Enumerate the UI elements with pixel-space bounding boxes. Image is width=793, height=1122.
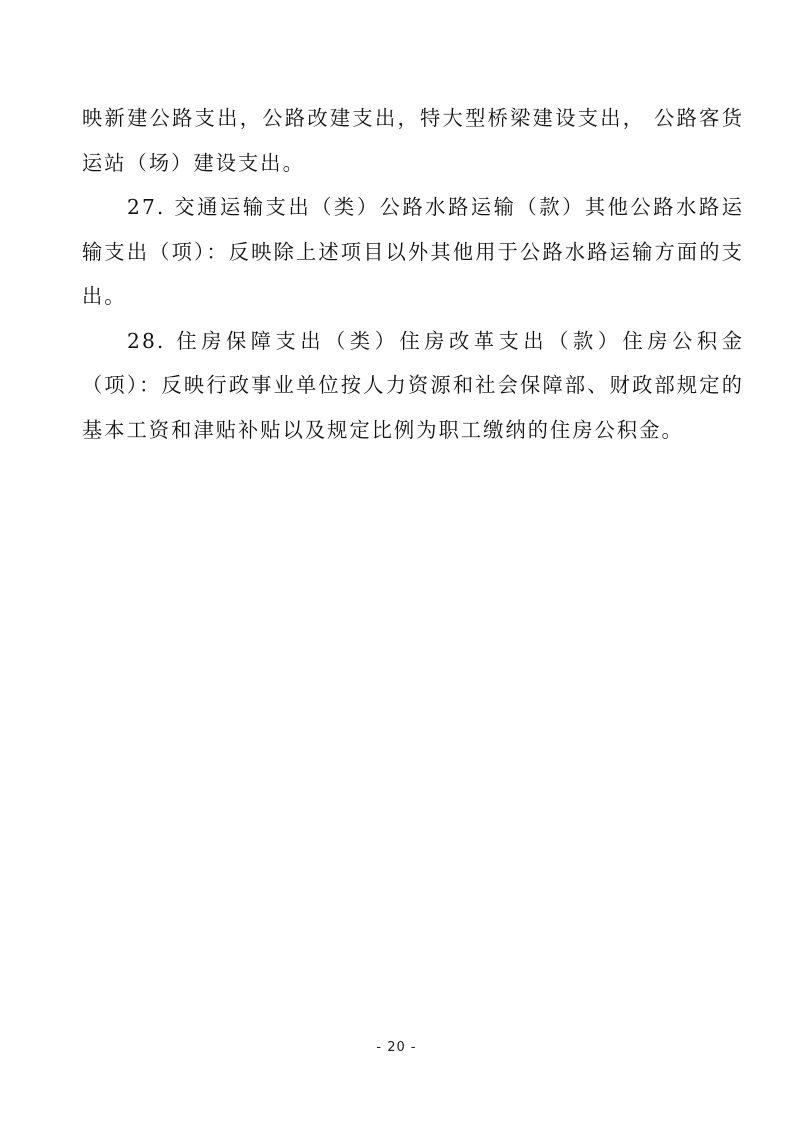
paragraph-item-27: 27. 交通运输支出（类）公路水路运输（款）其他公路水路运输支出（项）：反映除上述项目以外其他用于公路水路运输方面的支出。 [82, 195, 744, 308]
page-number: - 20 - [376, 1040, 417, 1055]
document-body [82, 96, 744, 452]
paragraph-item-28: 28. 住房保障支出（类）住房改革支出（款）住房公积金（项）：反映行政事业单位按人力资源和社会保障部、财政部规定的 基本工资和津贴补贴以及规定比例为职工缴纳的住房公积金。 [82, 328, 744, 442]
paragraph-road-construction-continued: 映新建公路支出，公路改建支出，特大型桥梁建设支出， 公路客货运站（场）建设支出。 [82, 106, 744, 175]
